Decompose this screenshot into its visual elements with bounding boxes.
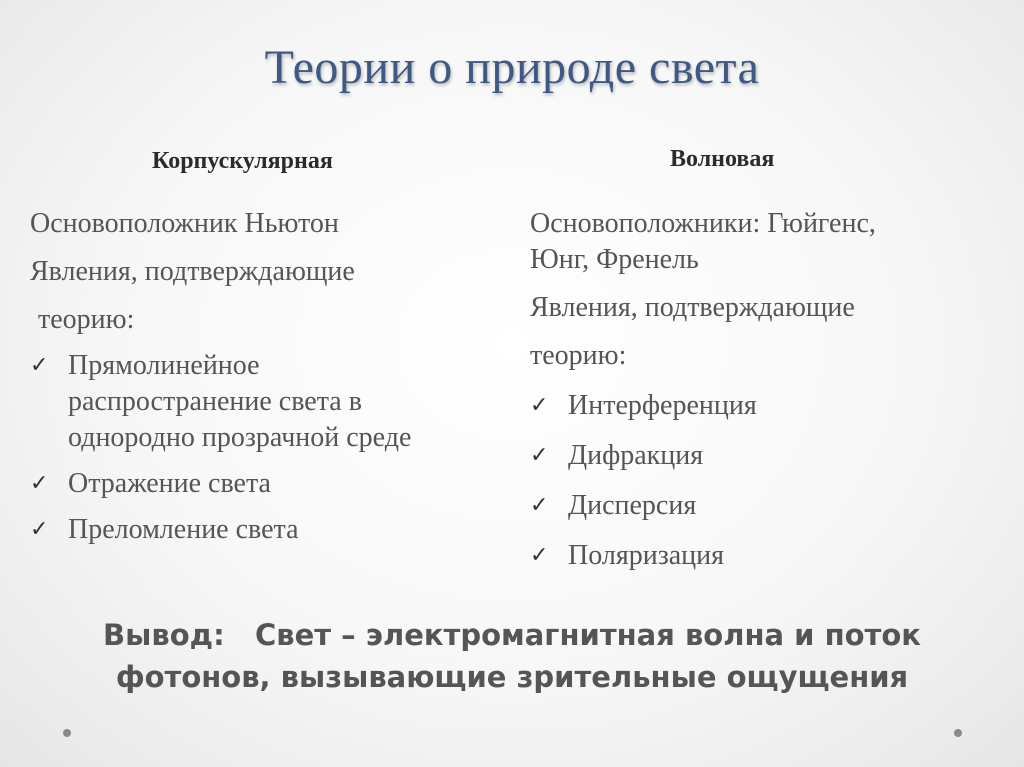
wave-column bbox=[530, 206, 1010, 574]
check-icon: ✓ bbox=[530, 543, 549, 568]
corpuscular-phenomena-label: Явления, подтверждающие bbox=[30, 256, 355, 287]
decorative-dot bbox=[954, 729, 962, 737]
list-item bbox=[530, 438, 1010, 474]
list-item-text: Прямолинейное bbox=[68, 350, 260, 381]
list-item bbox=[30, 348, 500, 456]
check-icon: ✓ bbox=[30, 517, 49, 542]
list-item-text: Отражение света bbox=[68, 468, 271, 499]
list-item bbox=[530, 488, 1010, 524]
list-item-text: Преломление света bbox=[68, 514, 299, 545]
wave-founders-cont: Юнг, Френель bbox=[530, 244, 699, 275]
check-icon: ✓ bbox=[30, 353, 49, 378]
corpuscular-column bbox=[30, 206, 500, 548]
list-item-text: Дифракция bbox=[568, 440, 704, 471]
wave-phenomena-label-cont: теорию: bbox=[530, 340, 627, 371]
list-item bbox=[30, 512, 500, 548]
check-icon: ✓ bbox=[530, 393, 549, 418]
wave-header: Волновая bbox=[670, 146, 775, 172]
list-item-text: Интерференция bbox=[568, 390, 757, 421]
list-item-text: распространение света в bbox=[68, 386, 362, 417]
corpuscular-header: Корпускулярная bbox=[152, 148, 333, 174]
decorative-dot bbox=[63, 729, 71, 737]
check-icon: ✓ bbox=[530, 443, 549, 468]
list-item-text: Поляризация bbox=[568, 540, 725, 571]
corpuscular-founder: Основоположник Ньютон bbox=[30, 208, 339, 239]
list-item-text: Дисперсия bbox=[568, 490, 697, 521]
check-icon: ✓ bbox=[30, 471, 49, 496]
slide-title: Теории о природе света bbox=[264, 41, 760, 94]
conclusion-line: фотонов, вызывающие зрительные ощущения bbox=[115, 660, 909, 694]
list-item bbox=[530, 538, 1010, 574]
check-icon: ✓ bbox=[530, 493, 549, 518]
corpuscular-phenomena-label-cont: теорию: bbox=[38, 304, 135, 335]
list-item bbox=[530, 388, 1010, 424]
conclusion bbox=[0, 614, 1024, 698]
list-item-text: однородно прозрачной среде bbox=[68, 422, 412, 453]
wave-phenomena-label: Явления, подтверждающие bbox=[530, 292, 855, 323]
conclusion-line: Вывод: Свет – электромагнитная волна и поток bbox=[103, 618, 921, 652]
wave-founders: Основоположники: Гюйгенс, bbox=[530, 208, 876, 239]
list-item bbox=[30, 466, 500, 502]
